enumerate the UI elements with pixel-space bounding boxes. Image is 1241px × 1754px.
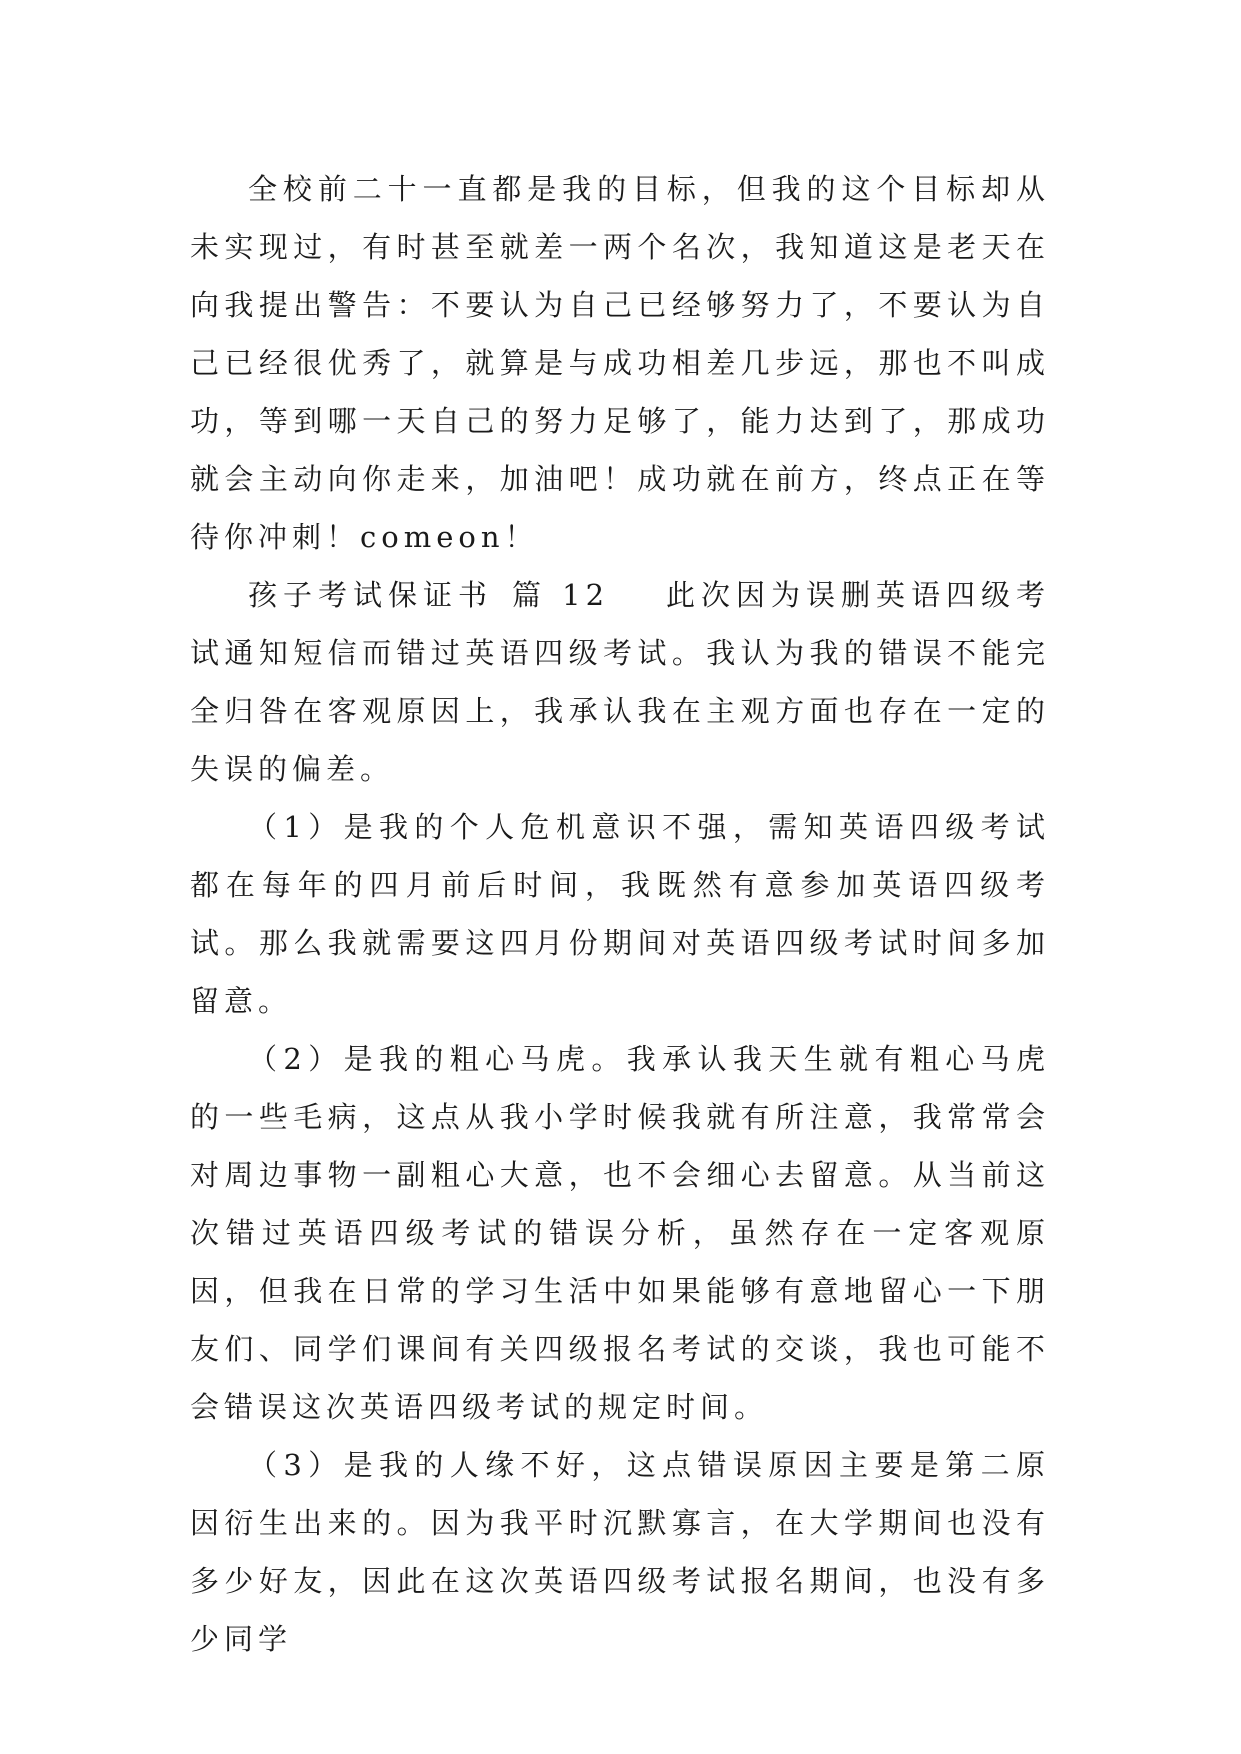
section-number: 篇 12	[510, 578, 610, 612]
paragraph-goal: 全校前二十一直都是我的目标，但我的这个目标却从未实现过，有时甚至就差一两个名次，我知道这是老天在向我提出警告：不要认为自己已经够努力了，不要认为自己已经很优秀了，就算是与成功相差几步远，那也不叫成功，等到哪一天自己的努力足够了，能力达到了，那成功就会主动向你走来，加油吧！成功就在前方，终点正在等待你冲刺！comeon！	[190, 172, 1050, 554]
paragraph-reason-1: （1）是我的个人危机意识不强，需知英语四级考试都在每年的四月前后时间，我既然有意参加英语四级考试。那么我就需要这四月份期间对英语四级考试时间多加留意。	[190, 810, 1050, 1018]
paragraph-reason-3: （3）是我的人缘不好，这点错误原因主要是第二原因衍生出来的。因为我平时沉默寡言，在大学期间也没有多少好友，因此在这次英语四级考试报名期间，也没有多少同学	[190, 1448, 1050, 1656]
paragraph-section-12	[190, 566, 1050, 798]
section-intro-text: 此次因为误删英语四级考试通知短信而错过英语四级考试。我认为我的错误不能完全归咎在客观原因上，我承认我在主观方面也存在一定的失误的偏差。	[190, 578, 1050, 786]
paragraph-reason-2: （2）是我的粗心马虎。我承认我天生就有粗心马虎的一些毛病，这点从我小学时候我就有所注意，我常常会对周边事物一副粗心大意，也不会细心去留意。从当前这次错过英语四级考试的错误分析，虽然存在一定客观原因，但我在日常的学习生活中如果能够有意地留心一下朋友们、同学们课间有关四级报名考试的交谈，我也可能不会错误这次英语四级考试的规定时间。	[190, 1042, 1050, 1424]
document-title: 孩子考试保证书	[248, 578, 493, 612]
document-body	[190, 160, 1050, 1668]
